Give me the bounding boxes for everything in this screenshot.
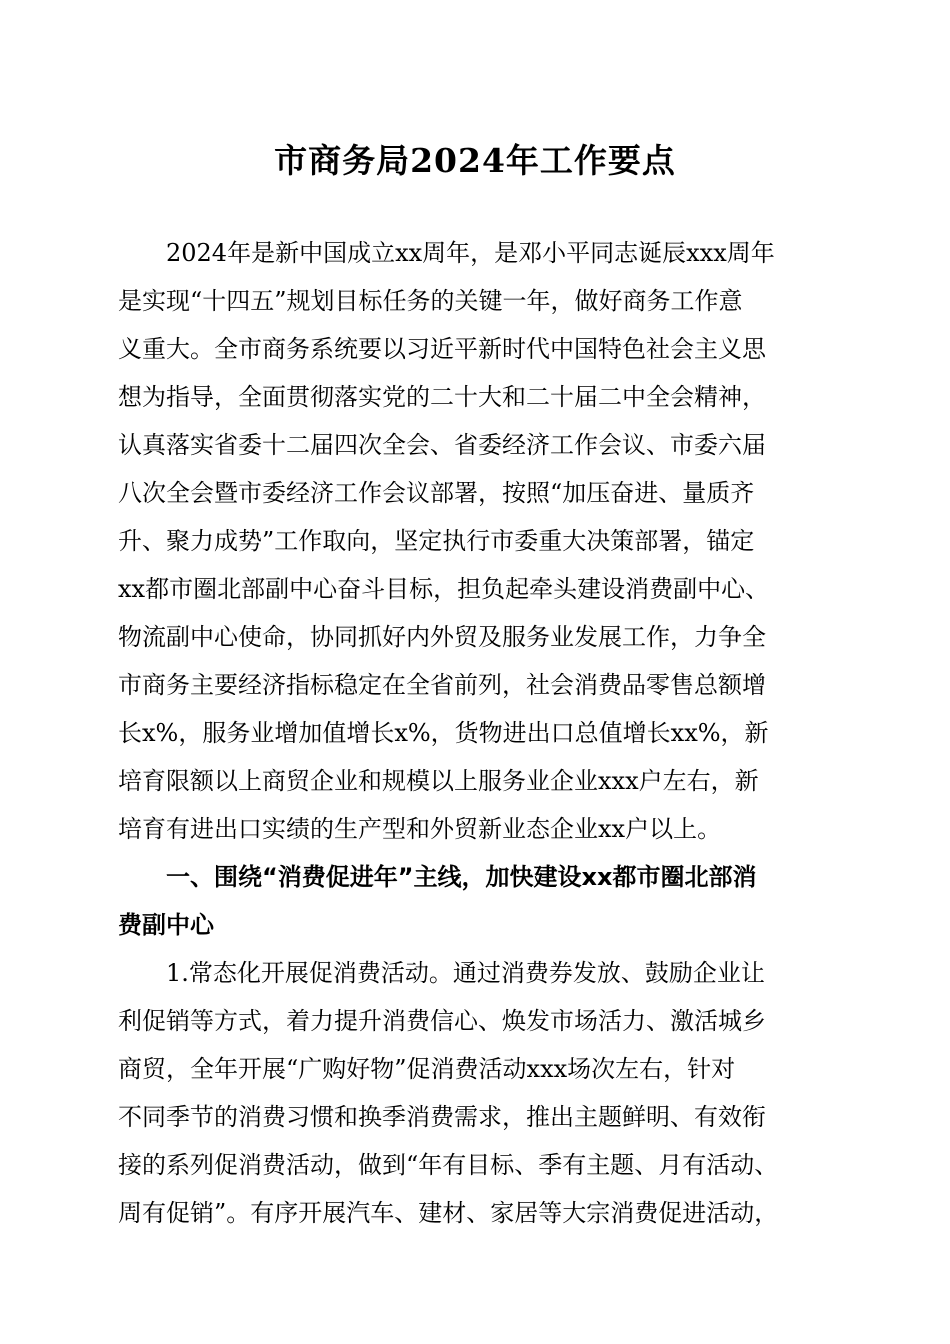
body-line: 商贸，全年开展“广购好物”促消费活动xxx场次左右，针对 (118, 1055, 736, 1083)
body-line: 周有促销”。有序开展汽车、建材、家居等大宗消费促进活动， (118, 1199, 779, 1227)
body-line: 长x%，服务业增加值增长x%，货物进出口总值增长xx%，新 (118, 719, 769, 747)
body-line: 认真落实省委十二届四次全会、省委经济工作会议、市委六届 (118, 431, 766, 459)
body-line: 不同季节的消费习惯和换季消费需求，推出主题鲜明、有效衔 (118, 1103, 766, 1131)
body-line: 是实现“十四五”规划目标任务的关键一年，做好商务工作意 (118, 287, 743, 315)
body-line: 培育有进出口实绩的生产型和外贸新业态企业xx户以上。 (118, 815, 722, 843)
body-line: 2024年是新中国成立xx周年，是邓小平同志诞辰xxx周年 (118, 239, 775, 267)
section-heading: 费副中心 (118, 911, 214, 939)
body-line: 接的系列促消费活动，做到“年有目标、季有主题、月有活动、 (118, 1151, 779, 1179)
body-line: 培育限额以上商贸企业和规模以上服务业企业xxx户左右，新 (118, 767, 759, 795)
body-line: 升、聚力成势”工作取向，坚定执行市委重大决策部署，锚定 (118, 527, 755, 555)
section-heading: 一、围绕“消费促进年”主线，加快建设xx都市圈北部消 (118, 863, 757, 891)
body-line: 利促销等方式，着力提升消费信心、焕发市场活力、激活城乡 (118, 1007, 766, 1035)
body-line: xx都市圈北部副中心奋斗目标，担负起牵头建设消费副中心、 (118, 575, 770, 603)
body-line: 市商务主要经济指标稳定在全省前列，社会消费品零售总额增 (118, 671, 766, 699)
body-line: 想为指导，全面贯彻落实党的二十大和二十届二中全会精神， (118, 383, 766, 411)
body-line: 1.常态化开展促消费活动。通过消费券发放、鼓励企业让 (118, 959, 765, 987)
body-line: 物流副中心使命，协同抓好内外贸及服务业发展工作，力争全 (118, 623, 766, 651)
document-title: 市商务局2024年工作要点 (274, 141, 676, 180)
body-line: 八次全会暨市委经济工作会议部署，按照“加压奋进、量质齐 (118, 479, 755, 507)
body-line: 义重大。全市商务系统要以习近平新时代中国特色社会主义思 (118, 335, 766, 363)
